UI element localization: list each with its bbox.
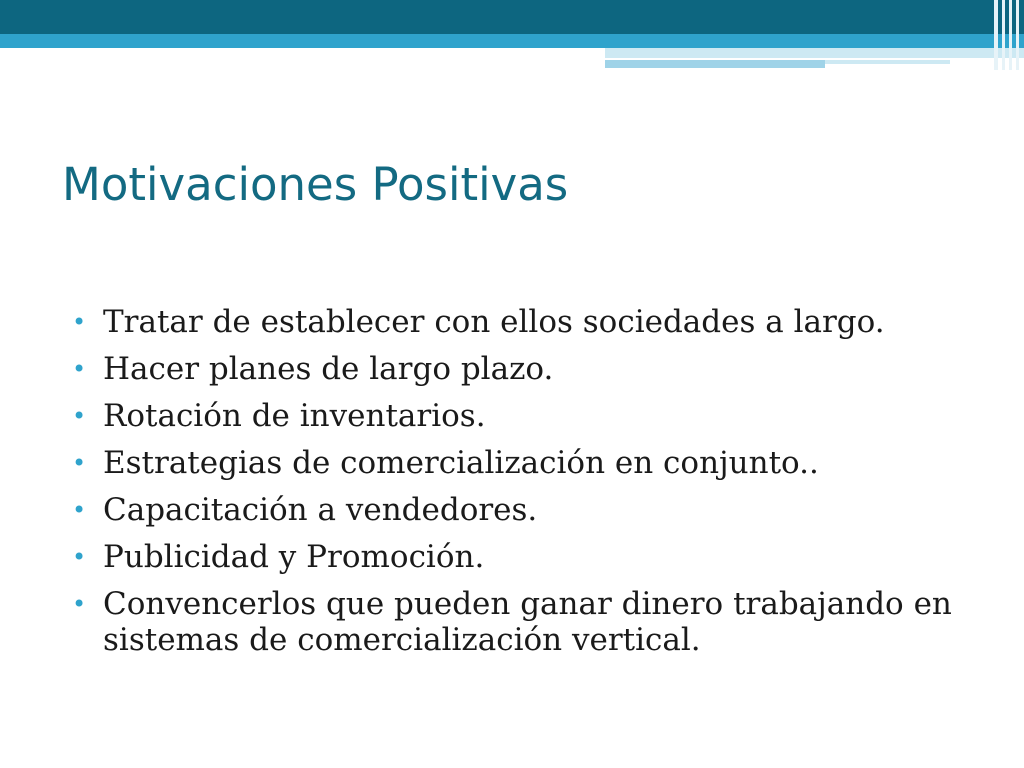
- header-band-dark: [0, 0, 1024, 34]
- bullet-item: [72, 586, 972, 658]
- bullet-item: [72, 398, 972, 434]
- bullet-item: [72, 539, 972, 575]
- bullet-text: Convencerlos que pueden ganar dinero trabajando en sistemas de comercialización vertical.: [103, 586, 952, 658]
- bullet-item: [72, 351, 972, 387]
- bullet-dot-icon: •: [72, 496, 87, 524]
- bullet-text: Tratar de establecer con ellos sociedades a largo.: [103, 304, 885, 340]
- bullet-text: Publicidad y Promoción.: [103, 539, 485, 575]
- bullet-item: [72, 445, 972, 481]
- bullet-list: [72, 304, 972, 658]
- header-decor-line: [1016, 0, 1019, 70]
- header-decor-line: [994, 0, 998, 70]
- bullet-item: [72, 304, 972, 340]
- header-decor-line: [1002, 0, 1005, 70]
- bullet-dot-icon: •: [72, 449, 87, 477]
- bullet-item: [72, 492, 972, 528]
- bullet-dot-icon: •: [72, 543, 87, 571]
- bullet-text: Hacer planes de largo plazo.: [103, 351, 554, 387]
- header-decor-strip: [605, 60, 825, 68]
- header-decor-strip: [605, 48, 1024, 58]
- slide-title: Motivaciones Positivas: [62, 158, 569, 211]
- bullet-text: Rotación de inventarios.: [103, 398, 486, 434]
- header-band-accent: [0, 34, 1024, 48]
- bullet-dot-icon: •: [72, 590, 87, 618]
- bullet-dot-icon: •: [72, 402, 87, 430]
- bullet-text: Capacitación a vendedores.: [103, 492, 538, 528]
- bullet-dot-icon: •: [72, 355, 87, 383]
- bullet-text: Estrategias de comercialización en conjunto..: [103, 445, 819, 481]
- header-decor-line: [1009, 0, 1012, 70]
- bullet-dot-icon: •: [72, 308, 87, 336]
- header-decor-strip: [825, 60, 950, 64]
